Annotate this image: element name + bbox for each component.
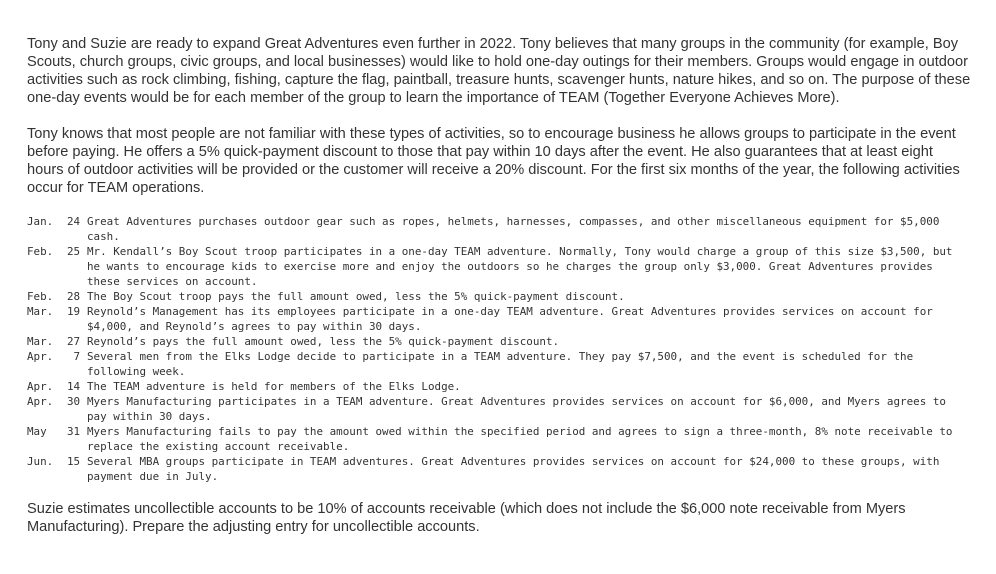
event-date	[27, 244, 87, 259]
event-date	[27, 394, 87, 409]
event-day: 7	[73, 350, 80, 363]
event-day: 19	[67, 305, 81, 318]
conclusion-paragraph: Suzie estimates uncollectible accounts to be 10% of accounts receivable (which does not include the $6,000 note receivable from Myers Manufacturing). Prepare the adjusting entry for uncollectible accounts.	[27, 501, 906, 535]
event-date	[27, 304, 87, 319]
event-row	[27, 289, 972, 304]
event-day: 30	[67, 395, 81, 408]
event-day: 15	[67, 455, 81, 468]
intro-paragraph-1: Tony and Suzie are ready to expand Great Adventures even further in 2022. Tony believes that many groups in the community (for example, Boy Scouts, church groups, civic groups, and local businesses) would like to hold one-day outings for their members. Groups would engage in outdoor activities such as rock climbing, fishing, capture the flag, paintball, treasure hunts, scavenger hunts, nature hikes, and so on. The purpose of these one-day events would be for each member of the group to learn the importance of TEAM (Together Everyone Achieves More).	[27, 36, 971, 106]
event-description: Mr. Kendall’s Boy Scout troop participates in a one-day TEAM adventure. Normally, Tony would charge a group of this size $3,500, but he wants to encourage kids to exercise more and enjoy the outdoors so he charges the group only $3,000. Great Adventures provides these services on account.	[87, 245, 953, 288]
event-date	[27, 289, 87, 304]
event-month: Jun.	[27, 455, 54, 468]
event-row	[27, 454, 972, 484]
event-row	[27, 379, 972, 394]
events-list	[27, 214, 972, 484]
event-day: 27	[67, 335, 81, 348]
event-row	[27, 424, 972, 454]
event-date	[27, 349, 87, 364]
event-day: 24	[67, 215, 81, 228]
event-date	[27, 214, 87, 229]
event-day: 14	[67, 380, 81, 393]
event-month: Feb.	[27, 290, 54, 303]
event-month: Feb.	[27, 245, 54, 258]
event-date	[27, 424, 87, 439]
event-description: Several MBA groups participate in TEAM adventures. Great Adventures provides services on account for $24,000 to these groups, with payment due in July.	[87, 455, 940, 483]
event-date	[27, 454, 87, 469]
event-description: Myers Manufacturing participates in a TEAM adventure. Great Adventures provides services on account for $6,000, and Myers agrees to pay within 30 days.	[87, 395, 946, 423]
event-description: Myers Manufacturing fails to pay the amount owed within the specified period and agrees to sign a three-month, 8% note receivable to replace the existing account receivable.	[87, 425, 953, 453]
event-day: 25	[67, 245, 81, 258]
event-day: 31	[67, 425, 81, 438]
event-row	[27, 214, 972, 244]
event-month: May	[27, 425, 47, 438]
event-date	[27, 379, 87, 394]
event-description: Great Adventures purchases outdoor gear such as ropes, helmets, harnesses, compasses, and other miscellaneous equipment for $5,000 cash.	[87, 215, 940, 243]
event-row	[27, 244, 972, 289]
event-row	[27, 394, 972, 424]
event-description: The Boy Scout troop pays the full amount owed, less the 5% quick-payment discount.	[87, 290, 625, 303]
event-description: Several men from the Elks Lodge decide to participate in a TEAM adventure. They pay $7,500, and the event is scheduled for the following week.	[87, 350, 914, 378]
event-description: Reynold’s Management has its employees participate in a one-day TEAM adventure. Great Adventures provides services on account for $4,000, and Reynold’s agrees to pay within 30 days.	[87, 305, 933, 333]
event-description: The TEAM adventure is held for members of the Elks Lodge.	[87, 380, 461, 393]
event-row	[27, 334, 972, 349]
intro-paragraph-2: Tony knows that most people are not familiar with these types of activities, so to encourage business he allows groups to participate in the event before paying. He offers a 5% quick-payment discount to those that pay within 10 days after the event. He also guarantees that at least eight hours of outdoor activities will be provided or the customer will receive a 20% discount. For the first six months of the year, the following activities occur for TEAM operations.	[27, 126, 960, 196]
event-month: Apr.	[27, 380, 54, 393]
problem-text	[27, 35, 972, 536]
event-month: Mar.	[27, 305, 54, 318]
event-month: Mar.	[27, 335, 54, 348]
event-row	[27, 304, 972, 334]
event-month: Apr.	[27, 350, 54, 363]
event-day: 28	[67, 290, 81, 303]
event-date	[27, 334, 87, 349]
event-month: Apr.	[27, 395, 54, 408]
event-month: Jan.	[27, 215, 54, 228]
event-description: Reynold’s pays the full amount owed, less the 5% quick-payment discount.	[87, 335, 560, 348]
event-row	[27, 349, 972, 379]
